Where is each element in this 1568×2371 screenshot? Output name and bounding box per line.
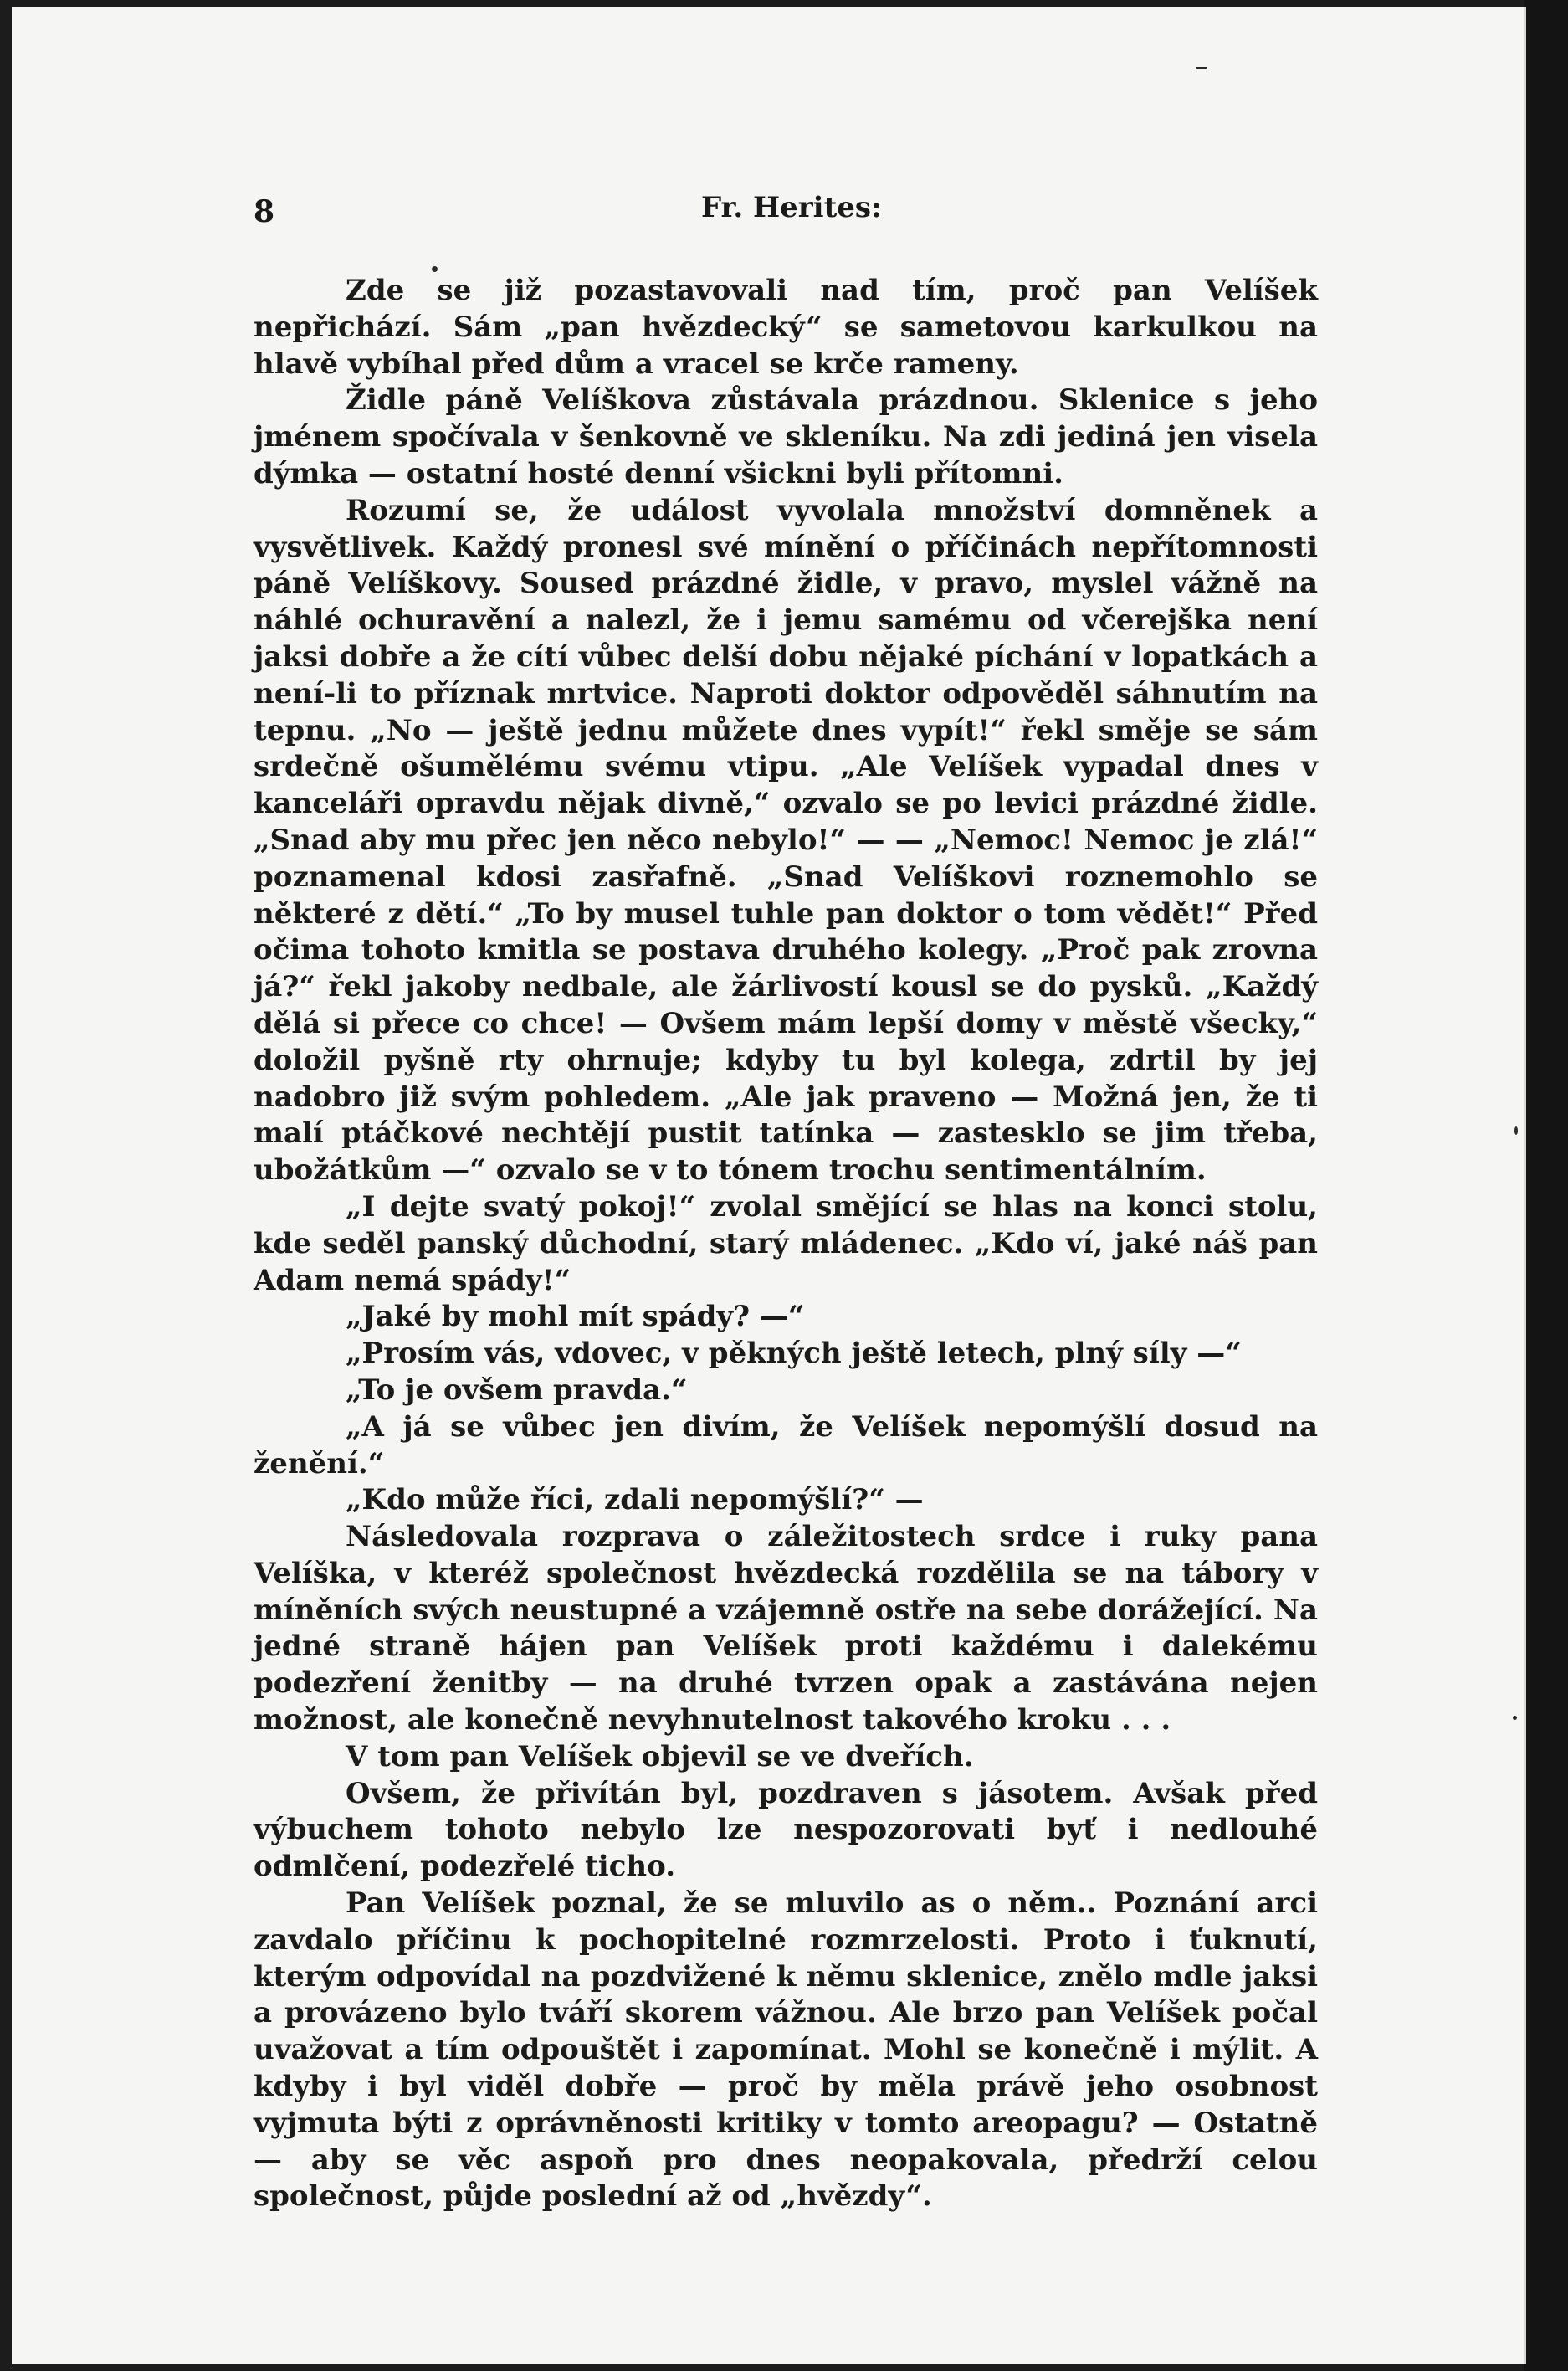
paragraph: „Jaké by mohl mít spády? —“ <box>346 1300 805 1334</box>
paragraph: Pan Velíšek poznal, že se mluvilo as o něm.. Poznání arci zavdalo příčinu k pochopitelné rozmrzelosti. Proto i ťuknutí, kterým odpovídal na pozdvižené k němu sklenice, znělo mdle jaksi a provázeno bylo tváří skorem vážnou. Ale brzo pan Velíšek počal uvažovat a tím odpouštět i zapomínat. Mohl se konečně i mýlit. A kdyby i byl viděl dobře — proč by měla právě jeho osobnost vyjmuta býti z oprávněnosti kritiky v tomto areopagu? — Ostatně — aby se věc aspoň pro dnes neopakovala, předrží celou společnost, půjde poslední až od „hvězdy“. <box>254 1886 1318 2214</box>
body-text <box>254 273 1318 2215</box>
paragraph: „A já se vůbec jen divím, že Velíšek nepomýšlí dosud na ženění.“ <box>254 1409 1318 1481</box>
paragraph: Židle páně Velíškova zůstávala prázdnou. Sklenice s jeho jménem spočívala v šenkovně ve skleníku. Na zdi jediná jen visela dýmka — ostatní hosté denní všickni byli přítomni. <box>254 383 1318 490</box>
scan-speck <box>432 266 438 272</box>
running-head: Fr. Herites: <box>701 191 882 224</box>
scan-speck <box>1513 1716 1517 1720</box>
paragraph: „Kdo může říci, zdali nepomýšlí?“ — <box>346 1483 924 1517</box>
paragraph: V tom pan Velíšek objevil se ve dveřích. <box>346 1739 974 1773</box>
paragraph: „I dejte svatý pokoj!“ zvolal smějící se hlas na konci stolu, kde seděl panský důchodní, starý mládenec. „Kdo ví, jaké náš pan Adam nemá spády!“ <box>254 1189 1318 1297</box>
paragraph: Rozumí se, že událost vyvolala množství domněnek a vysvětlivek. Každý pronesl své mínění o příčinách nepřítomnosti páně Velíškovy. Soused prázdné židle, v pravo, myslel vážně na náhlé ochuravění a nalezl, že i jemu samému od včerejška není jaksi dobře a že cítí vůbec delší dobu nějaké píchání v lopatkách a není-li to příznak mrtvice. Naproti doktor odpověděl sáhnutím na tepnu. „No — ještě jednu můžete dnes vypít!“ řekl směje se sám srdečně ošumělému svému vtipu. „Ale Velíšek vypadal dnes v kanceláři opravdu nějak divně,“ ozvalo se po levici prázdné židle. „Snad aby mu přec jen něco nebylo!“ — — „Nemoc! Nemoc je zlá!“ poznamenal kdosi zasřafně. „Snad Velíškovi roznemohlo se některé z dětí.“ „To by musel tuhle pan doktor o tom vědět!“ Před očima tohoto kmitla se postava druhého kolegy. „Proč pak zrovna já?“ řekl jakoby nedbale, ale žárlivostí kousl se do pysků. „Každý dělá si přece co chce! — Ovšem mám lepší domy v městě všecky,“ doložil pyšně rty ohrnuje; kdyby tu byl kolega, zdrtil by jej nadobro již svým pohledem. „Ale jak praveno — Možná jen, že ti malí ptáčkové nechtějí pustit tatínka — zastesklo se jim třeba, ubožátkům —“ ozvalo se v to tónem trochu sentimentálním. <box>254 493 1318 1188</box>
page-number: 8 <box>254 194 275 229</box>
paragraph: „To je ovšem pravda.“ <box>346 1373 688 1407</box>
paragraph: Následovala rozprava o záležitostech srdce i ruky pana Velíška, v kteréž společnost hvězdecká rozdělila se na tábory v míněních svých neustupné a vzájemně ostře na sebe dorážející. Na jedné straně hájen pan Velíšek proti každému i dalekému podezření ženitby — na druhé tvrzen opak a zastávána nejen možnost, ale konečně nevyhnutelnost takového kroku . . . <box>254 1520 1318 1737</box>
scan-speck <box>1514 1126 1518 1135</box>
paragraph: Ovšem, že přivítán byl, pozdraven s jásotem. Avšak před výbuchem tohoto nebylo lze nespozorovati byť i nedlouhé odmlčení, podezřelé ticho. <box>254 1776 1318 1884</box>
paragraph: „Prosím vás, vdovec, v pěkných ještě letech, plný síly —“ <box>346 1337 1242 1371</box>
paragraph: Zde se již pozastavovali nad tím, proč pan Velíšek nepřichází. Sám „pan hvězdecký“ se sametovou karkulkou na hlavě vybíhal před dům a vracel se krče rameny. <box>254 274 1318 381</box>
scan-background-edge <box>1524 0 1568 2371</box>
scan-speck <box>1196 67 1207 69</box>
